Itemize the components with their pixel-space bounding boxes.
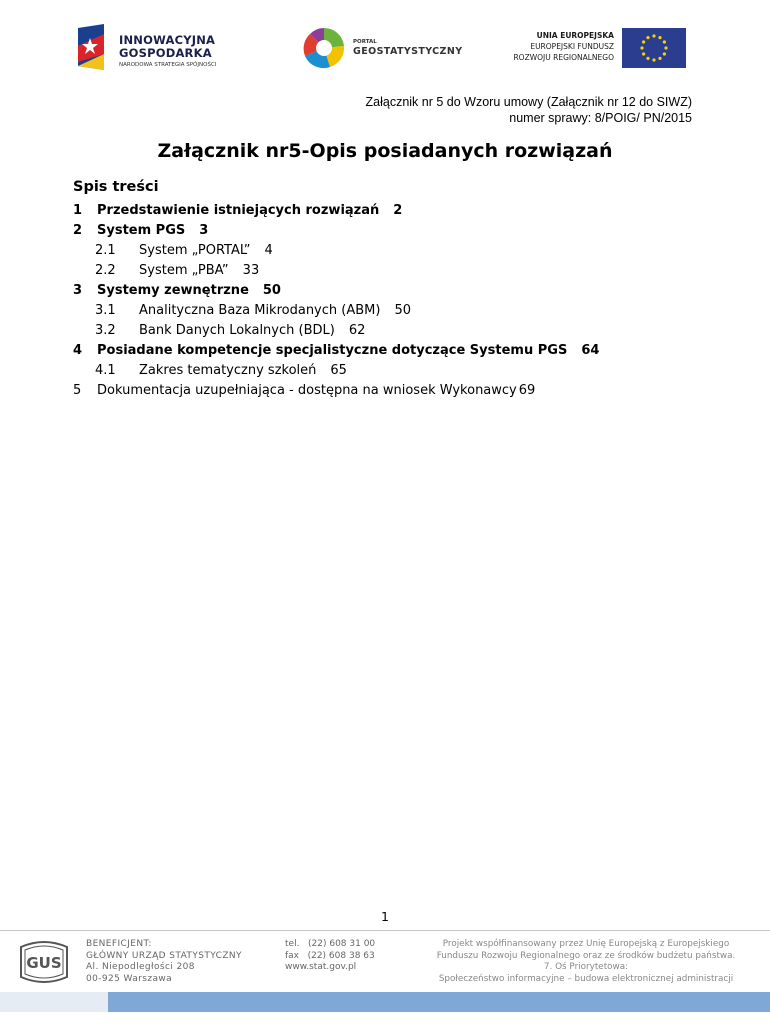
toc-number: 1 bbox=[73, 203, 83, 218]
footer-contact bbox=[285, 939, 375, 974]
toc-label: Dokumentacja uzupełniająca - dostępna na wniosek Wykonawcy bbox=[97, 383, 517, 398]
toc-number: 2 bbox=[73, 223, 83, 238]
ig-line1: INNOWACYJNA bbox=[119, 33, 216, 47]
toc-number: 2.1 bbox=[95, 243, 116, 258]
toc-page: 62 bbox=[348, 323, 366, 338]
toc-number: 3.1 bbox=[95, 303, 116, 318]
toc-page: 3 bbox=[199, 223, 209, 238]
toc-page: 64 bbox=[581, 343, 600, 358]
ig-line2: GOSPODARKA bbox=[119, 46, 212, 60]
innowacyjna-gospodarka-emblem-icon bbox=[76, 24, 106, 70]
toc-entry-3[interactable] bbox=[73, 283, 281, 298]
pgs-logo-small: PORTAL bbox=[353, 39, 377, 45]
toc-number: 2.2 bbox=[95, 263, 116, 278]
ig-logo-title bbox=[119, 34, 215, 60]
contact-phone: tel. (22) 608 31 00 bbox=[285, 939, 376, 949]
toc-entry-2-1[interactable] bbox=[95, 243, 273, 258]
toc-label: System „PBA” bbox=[139, 263, 229, 278]
eu-line1: UNIA EUROPEJSKA bbox=[536, 31, 614, 40]
toc-label: Analityczna Baza Mikrodanych (ABM) bbox=[139, 303, 381, 318]
toc-page: 50 bbox=[262, 283, 281, 298]
footer-beneficiary bbox=[86, 939, 242, 985]
toc-page: 69 bbox=[518, 383, 536, 398]
toc-number: 3 bbox=[73, 283, 83, 298]
project-line3: 7. Oś Priorytetowa: bbox=[543, 962, 629, 972]
project-line1: Projekt współfinansowany przez Unię Europejską z Europejskiego bbox=[442, 939, 730, 949]
pgs-logo-name: GEOSTATYSTYCZNY bbox=[353, 46, 463, 57]
portal-globe-icon bbox=[300, 26, 348, 70]
document-title: Załącznik nr5-Opis posiadanych rozwiązań bbox=[157, 140, 613, 162]
beneficiary-label: BENEFICJENT: bbox=[86, 939, 152, 949]
page-number: 1 bbox=[381, 909, 389, 924]
toc-entry-4[interactable] bbox=[73, 343, 599, 358]
gus-logo-icon bbox=[17, 939, 71, 985]
contact-fax: fax (22) 608 38 63 bbox=[285, 950, 375, 961]
beneficiary-city: 00-925 Warszawa bbox=[86, 973, 173, 984]
gus-logo-text: GUS bbox=[26, 954, 62, 972]
toc-page: 33 bbox=[242, 263, 260, 278]
toc-entry-2-2[interactable] bbox=[95, 263, 259, 278]
toc-number: 4.1 bbox=[95, 363, 116, 378]
annex-reference: Załącznik nr 5 do Wzoru umowy (Załącznik nr 12 do SIWZ) bbox=[365, 95, 692, 109]
ig-logo-subtitle: NARODOWA STRATEGIA SPÓJNOŚCI bbox=[119, 62, 217, 68]
toc-entry-5[interactable] bbox=[73, 383, 535, 398]
toc-entry-1[interactable] bbox=[73, 203, 402, 218]
toc-page: 65 bbox=[330, 363, 347, 378]
footer-project-info bbox=[418, 939, 754, 985]
toc-entry-3-2[interactable] bbox=[95, 323, 365, 338]
toc-entry-2[interactable] bbox=[73, 223, 208, 238]
eu-logo-text bbox=[513, 30, 614, 63]
toc-heading: Spis treści bbox=[73, 179, 159, 195]
eu-flag-icon bbox=[622, 28, 686, 68]
toc-page: 4 bbox=[264, 243, 273, 258]
beneficiary-street: Al. Niepodległości 208 bbox=[86, 962, 195, 972]
toc-label: Posiadane kompetencje specjalistyczne dotyczące Systemu PGS bbox=[97, 343, 568, 358]
innowacyjna-gospodarka-logo bbox=[76, 24, 246, 72]
eu-line3: ROZWOJU REGIONALNEGO bbox=[513, 53, 614, 62]
toc-entry-4-1[interactable] bbox=[95, 363, 347, 378]
toc-page: 50 bbox=[394, 303, 411, 318]
footer-divider bbox=[0, 930, 770, 931]
project-line2: Funduszu Rozwoju Regionalnego oraz ze środków budżetu państwa. bbox=[436, 950, 736, 961]
case-number: numer sprawy: 8/POIG/ PN/2015 bbox=[509, 111, 692, 125]
footer-band bbox=[108, 992, 770, 1012]
toc-label: System „PORTAL” bbox=[139, 243, 251, 258]
toc-page: 2 bbox=[393, 203, 403, 218]
eu-line2: EUROPEJSKI FUNDUSZ bbox=[530, 42, 614, 51]
contact-website[interactable]: www.stat.gov.pl bbox=[285, 962, 357, 972]
toc-number: 3.2 bbox=[95, 323, 116, 338]
toc-label: Bank Danych Lokalnych (BDL) bbox=[139, 323, 335, 338]
toc-number: 4 bbox=[73, 343, 83, 358]
toc-label: System PGS bbox=[97, 223, 186, 238]
project-line4: Społeczeństwo informacyjne – budowa elektronicznej administracji bbox=[438, 973, 734, 984]
beneficiary-name: GŁÓWNY URZĄD STATYSTYCZNY bbox=[86, 950, 242, 961]
toc-number: 5 bbox=[73, 383, 82, 398]
toc-label: Zakres tematyczny szkoleń bbox=[139, 363, 317, 378]
toc-label: Systemy zewnętrzne bbox=[97, 283, 249, 298]
eu-logo bbox=[500, 28, 686, 70]
toc-label: Przedstawienie istniejących rozwiązań bbox=[97, 203, 380, 218]
portal-geostatystyczny-logo bbox=[300, 26, 480, 70]
toc-entry-3-1[interactable] bbox=[95, 303, 411, 318]
footer-band-left bbox=[0, 992, 108, 1012]
